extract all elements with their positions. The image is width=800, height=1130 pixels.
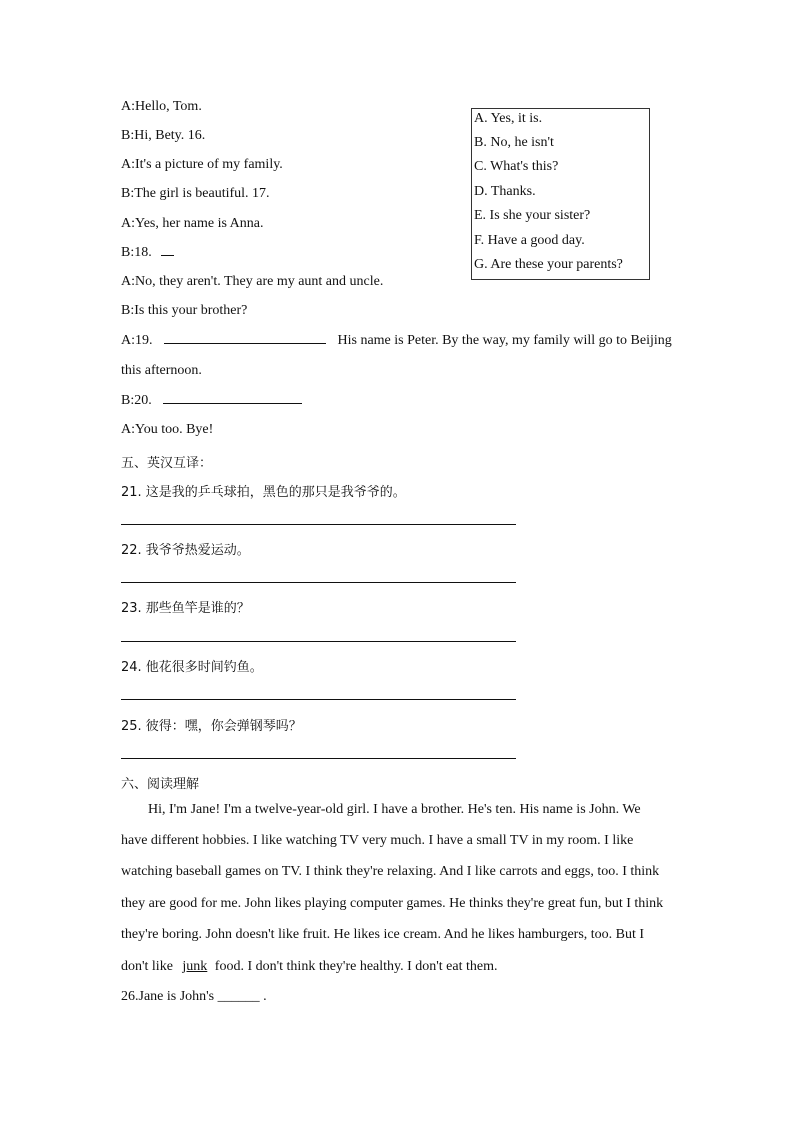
options-box xyxy=(471,108,650,280)
answer-blank-19[interactable] xyxy=(164,342,326,344)
passage-line-4: they are good for me. John likes playing computer games. He thinks they're great fun, but I think xyxy=(121,896,664,911)
dialogue-line-6 xyxy=(121,245,174,261)
dialogue-line-9-text: His name is Peter. By the way, my family will go to Beijing xyxy=(337,333,672,348)
section-6-heading: 六、阅读理解 xyxy=(121,777,200,792)
dialogue-line-7: A:No, they aren't. They are my aunt and uncle. xyxy=(121,274,384,289)
section-5-heading: 五、英汉互译： xyxy=(121,456,213,471)
passage-line-6-start: don't like xyxy=(121,959,173,974)
dialogue-line-5: A:Yes, her name is Anna. xyxy=(121,216,264,231)
dialogue-line-8: B:Is this your brother? xyxy=(121,303,248,318)
dialogue-line-2: B:Hi, Bety. 16. xyxy=(121,128,206,143)
answer-blank-18[interactable] xyxy=(161,254,174,256)
dialogue-line-1: A:Hello, Tom. xyxy=(121,99,202,114)
translation-item-22: 22. 我爷爷热爱运动。 xyxy=(121,543,250,558)
passage-line-6 xyxy=(121,959,498,975)
answer-line-22[interactable] xyxy=(121,582,516,583)
dialogue-line-12: A:You too. Bye! xyxy=(121,422,214,437)
option-g: G. Are these your parents? xyxy=(474,257,623,272)
answer-line-24[interactable] xyxy=(121,699,516,700)
option-b: B. No, he isn't xyxy=(474,135,554,150)
passage-line-5: they're boring. John doesn't like fruit. He likes ice cream. And he likes hamburgers, too. But I xyxy=(121,927,645,942)
option-f: F. Have a good day. xyxy=(474,233,585,248)
answer-line-25[interactable] xyxy=(121,758,516,759)
option-a: A. Yes, it is. xyxy=(474,111,543,126)
translation-item-21: 21. 这是我的乒乓球拍，黑色的那只是我爷爷的。 xyxy=(121,485,406,500)
answer-line-21[interactable] xyxy=(121,524,516,525)
option-c: C. What's this? xyxy=(474,159,559,174)
dialogue-line-11 xyxy=(121,393,302,409)
dialogue-line-10: this afternoon. xyxy=(121,363,202,378)
answer-blank-20[interactable] xyxy=(163,402,302,404)
dialogue-line-4: B:The girl is beautiful. 17. xyxy=(121,186,270,201)
dialogue-line-6-text: B:18. xyxy=(121,245,152,260)
translation-item-24: 24. 他花很多时间钓鱼。 xyxy=(121,660,263,675)
option-e: E. Is she your sister? xyxy=(474,208,591,223)
translation-item-23: 23. 那些鱼竿是谁的？ xyxy=(121,601,250,616)
answer-line-23[interactable] xyxy=(121,641,516,642)
dialogue-line-9-label: A:19. xyxy=(121,333,153,348)
passage-line-2: have different hobbies. I like watching TV very much. I have a small TV in my room. I like xyxy=(121,833,634,848)
passage-line-6-end: food. I don't think they're healthy. I don't eat them. xyxy=(214,959,498,974)
dialogue-line-9 xyxy=(121,333,672,349)
option-d: D. Thanks. xyxy=(474,184,536,199)
question-26: 26.Jane is John's ______ . xyxy=(121,989,267,1004)
translation-item-25: 25. 彼得：嘿，你会弹钢琴吗？ xyxy=(121,719,302,734)
dialogue-line-11-label: B:20. xyxy=(121,393,152,408)
passage-line-3: watching baseball games on TV. I think they're relaxing. And I like carrots and eggs, too. I think xyxy=(121,864,660,879)
passage-line-1: Hi, I'm Jane! I'm a twelve-year-old girl. I have a brother. He's ten. His name is John. We xyxy=(148,802,641,817)
underlined-word-junk: junk xyxy=(182,959,208,974)
dialogue-line-3: A:It's a picture of my family. xyxy=(121,157,283,172)
